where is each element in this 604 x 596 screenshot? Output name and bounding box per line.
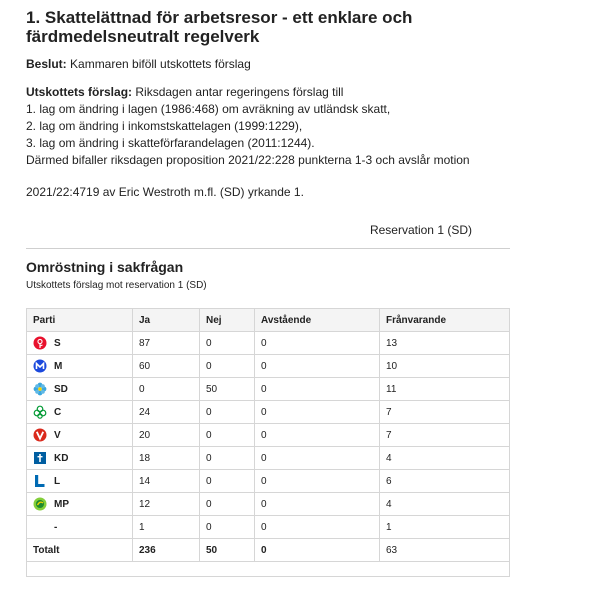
party-cell — [27, 493, 133, 516]
vote-subheading: Utskottets förslag mot reservation 1 (SD) — [26, 280, 207, 291]
table-row — [27, 424, 510, 447]
table-row — [27, 470, 510, 493]
proposal-line: 2. lag om ändring i inkomstskattelagen (1999:1229), — [26, 119, 303, 133]
yes-count: 14 — [133, 470, 200, 493]
decision-text: Kammaren biföll utskottets förslag — [70, 57, 251, 71]
no-count: 0 — [200, 332, 255, 355]
party-cell — [27, 424, 133, 447]
absent-count: 4 — [380, 447, 510, 470]
party-name: KD — [54, 452, 69, 464]
committee-proposal — [26, 84, 510, 169]
absent-count: 10 — [380, 355, 510, 378]
s-rose-icon — [33, 336, 47, 350]
l-logo-icon — [33, 474, 47, 488]
motion-reference: 2021/22:4719 av Eric Westroth m.fl. (SD) yrkande 1. — [26, 185, 304, 199]
total-abstain: 0 — [255, 539, 380, 562]
mp-logo-icon — [33, 497, 47, 511]
no-count: 0 — [200, 470, 255, 493]
column-header-abstain: Avstående — [255, 309, 380, 332]
abstain-count: 0 — [255, 470, 380, 493]
proposal-intro: Riksdagen antar regeringens förslag till — [135, 85, 344, 99]
absent-count: 7 — [380, 401, 510, 424]
yes-count: 18 — [133, 447, 200, 470]
column-header-yes: Ja — [133, 309, 200, 332]
table-footer-row — [27, 562, 510, 577]
kd-logo-icon — [33, 451, 47, 465]
column-header-absent: Frånvarande — [380, 309, 510, 332]
abstain-count: 0 — [255, 332, 380, 355]
reservation-label: Reservation 1 (SD) — [369, 223, 472, 237]
item-title: 1. Skattelättnad för arbetsresor - ett enklare och färdmedelsneutralt regelverk — [26, 8, 413, 46]
vote-item — [26, 8, 510, 577]
abstain-count: 0 — [255, 355, 380, 378]
absent-count: 13 — [380, 332, 510, 355]
vote-table — [26, 308, 510, 577]
table-row — [27, 401, 510, 424]
table-row — [27, 493, 510, 516]
no-count: 0 — [200, 447, 255, 470]
m-logo-icon — [33, 359, 47, 373]
total-row — [27, 539, 510, 562]
party-cell — [27, 447, 133, 470]
no-count: 50 — [200, 378, 255, 401]
party-name: V — [54, 429, 61, 441]
no-count: 0 — [200, 424, 255, 447]
total-absent: 63 — [380, 539, 510, 562]
table-header-row — [27, 309, 510, 332]
sd-flower-icon — [33, 382, 47, 396]
party-cell — [27, 401, 133, 424]
proposal-line: 1. lag om ändring i lagen (1986:468) om avräkning av utländsk skatt, — [26, 102, 391, 116]
party-name: MP — [54, 498, 69, 510]
yes-count: 12 — [133, 493, 200, 516]
yes-count: 60 — [133, 355, 200, 378]
vote-heading: Omröstning i sakfrågan — [26, 259, 184, 275]
absent-count: 4 — [380, 493, 510, 516]
total-yes: 236 — [133, 539, 200, 562]
total-no: 50 — [200, 539, 255, 562]
yes-count: 24 — [133, 401, 200, 424]
table-row — [27, 516, 510, 539]
party-name: - — [54, 521, 58, 533]
party-name: M — [54, 360, 63, 372]
absent-count: 1 — [380, 516, 510, 539]
party-cell — [27, 516, 133, 539]
abstain-count: 0 — [255, 516, 380, 539]
table-row — [27, 447, 510, 470]
no-count: 0 — [200, 401, 255, 424]
party-name: L — [54, 475, 61, 487]
absent-count: 7 — [380, 424, 510, 447]
table-row — [27, 355, 510, 378]
party-name: C — [54, 406, 62, 418]
abstain-count: 0 — [255, 493, 380, 516]
divider — [26, 248, 510, 249]
column-header-no: Nej — [200, 309, 255, 332]
decision — [26, 56, 510, 72]
table-row — [27, 378, 510, 401]
party-name: S — [54, 337, 61, 349]
no-count: 0 — [200, 493, 255, 516]
no-count: 0 — [200, 516, 255, 539]
c-clover-icon — [33, 405, 47, 419]
party-cell — [27, 470, 133, 493]
decision-label: Beslut: — [26, 57, 67, 71]
yes-count: 0 — [133, 378, 200, 401]
party-name: SD — [54, 383, 68, 395]
abstain-count: 0 — [255, 401, 380, 424]
yes-count: 20 — [133, 424, 200, 447]
abstain-count: 0 — [255, 447, 380, 470]
table-row — [27, 332, 510, 355]
party-cell — [27, 378, 133, 401]
no-count: 0 — [200, 355, 255, 378]
total-label: Totalt — [27, 539, 133, 562]
yes-count: 87 — [133, 332, 200, 355]
proposal-line: 3. lag om ändring i skatteförfarandelagen (2011:1244). — [26, 136, 315, 150]
proposal-label: Utskottets förslag: — [26, 85, 133, 99]
v-logo-icon — [33, 428, 47, 442]
party-cell — [27, 355, 133, 378]
abstain-count: 0 — [255, 424, 380, 447]
party-cell — [27, 332, 133, 355]
absent-count: 6 — [380, 470, 510, 493]
yes-count: 1 — [133, 516, 200, 539]
column-header-party: Parti — [27, 309, 133, 332]
abstain-count: 0 — [255, 378, 380, 401]
absent-count: 11 — [380, 378, 510, 401]
proposal-final: Därmed bifaller riksdagen proposition 2021/22:228 punkterna 1-3 och avslår motion — [26, 153, 470, 167]
